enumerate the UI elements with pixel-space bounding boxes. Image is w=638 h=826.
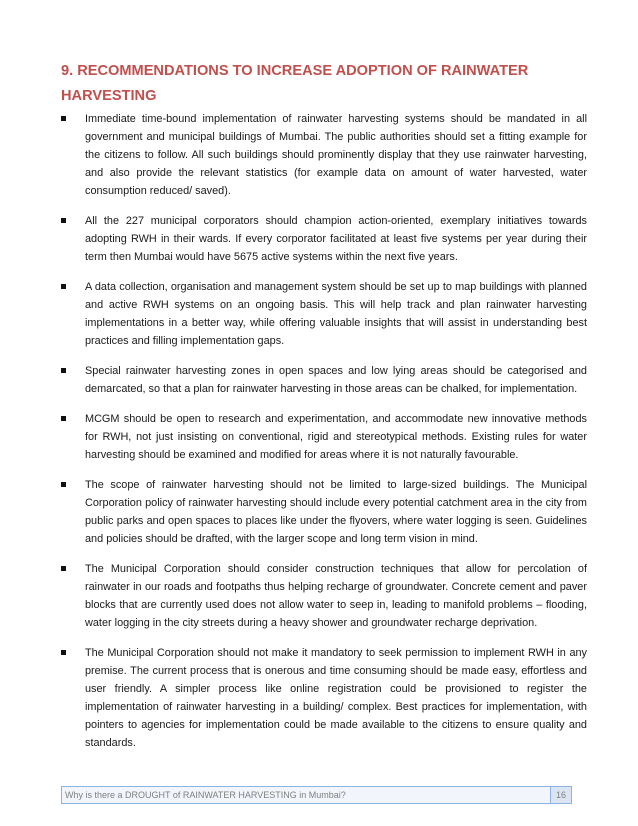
- square-bullet-icon: [61, 416, 66, 421]
- square-bullet-icon: [61, 650, 66, 655]
- footer-title: Why is there a DROUGHT of RAINWATER HARVESTING in Mumbai?: [65, 790, 346, 800]
- section-heading: 9. RECOMMENDATIONS TO INCREASE ADOPTION OF RAINWATER HARVESTING: [61, 63, 529, 104]
- list-item-text: A data collection, organisation and management system should be set up to map buildings with planned and active RWH systems on an ongoing basis. This will help track and plan rainwater harvesting implementations in a better way, while offering valuable insights that will assist in understanding best practices and filling implementation gaps.: [85, 281, 587, 347]
- list-item: [61, 644, 587, 752]
- list-item-text: Special rainwater harvesting zones in open spaces and low lying areas should be categorised and demarcated, so that a plan for rainwater harvesting in those areas can be chalked, for implementation.: [85, 365, 587, 395]
- list-item-text: The Municipal Corporation should not make it mandatory to seek permission to implement RWH in any premise. The current process that is onerous and time consuming should be made easy, effortless and user friendly. A simpler process like online registration could be provisioned to register the implementation of rainwater harvesting in a building/ complex. Best practices for implementation, with pointers to agencies for implementation could be made available to the citizens to ensure quality and standards.: [85, 647, 587, 749]
- list-item-text: Immediate time-bound implementation of rainwater harvesting systems should be mandated in all government and municipal buildings of Mumbai. The public authorities should set a fitting example for the citizens to follow. All such buildings should prominently display that they use rainwater harvesting, and also provide the relevant statistics (for example data on amount of water harvested, water consumption reduced/ saved).: [85, 113, 587, 197]
- list-item: [61, 110, 587, 200]
- list-item-text: All the 227 municipal corporators should champion action-oriented, exemplary initiatives towards adopting RWH in their wards. If every corporator facilitated at least five systems per year during their term then Mumbai would have 5675 active systems within the next five years.: [85, 215, 587, 263]
- page-footer: [61, 786, 572, 804]
- square-bullet-icon: [61, 566, 66, 571]
- list-item: [61, 212, 587, 266]
- square-bullet-icon: [61, 218, 66, 223]
- list-item-text: MCGM should be open to research and experimentation, and accommodate new innovative methods for RWH, not just insisting on conventional, rigid and stereotypical methods. Existing rules for water harvesting should be examined and modified for areas where it is not naturally favourable.: [85, 413, 587, 461]
- square-bullet-icon: [61, 482, 66, 487]
- list-item: [61, 278, 587, 350]
- list-item-text: The Municipal Corporation should consider construction techniques that allow for percolation of rainwater in our roads and footpaths thus helping recharge of groundwater. Concrete cement and paver blocks that are currently used does not allow water to seep in, leading to manifold problems – flooding, water logging in the city streets during a heavy shower and groundwater recharge deprivation.: [85, 563, 587, 629]
- list-item: [61, 476, 587, 548]
- square-bullet-icon: [61, 284, 66, 289]
- page-number: 16: [550, 787, 571, 803]
- square-bullet-icon: [61, 368, 66, 373]
- list-item-text: The scope of rainwater harvesting should not be limited to large-sized buildings. The Municipal Corporation policy of rainwater harvesting should include every potential catchment area in the city from public parks and open spaces to places like under the flyovers, where water logging is seen. Guidelines and policies should be drafted, with the larger scope and long term vision in mind.: [85, 479, 587, 545]
- list-item: [61, 410, 587, 464]
- list-item: [61, 560, 587, 632]
- list-item: [61, 362, 587, 398]
- recommendations-list: [61, 110, 587, 764]
- square-bullet-icon: [61, 116, 66, 121]
